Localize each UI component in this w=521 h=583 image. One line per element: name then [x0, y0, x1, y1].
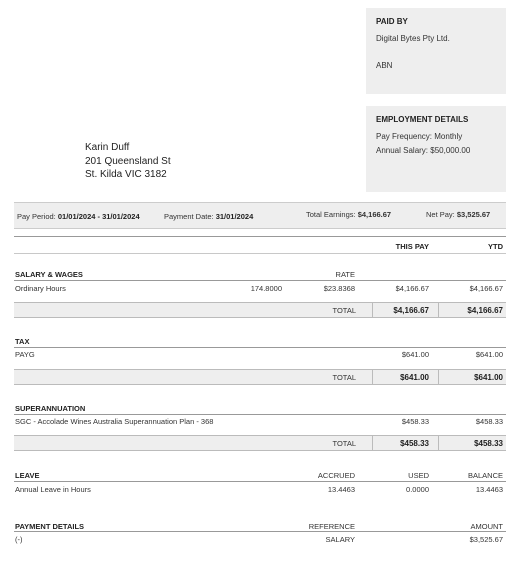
- employee-city: St. Kilda VIC 3182: [85, 169, 167, 180]
- super-this-pay: $458.33: [401, 417, 429, 426]
- salary-this-pay: $4,166.67: [395, 284, 429, 293]
- tax-total-label: TOTAL: [332, 373, 356, 382]
- tax-item: PAYG: [15, 350, 35, 359]
- payment-date: [164, 212, 253, 221]
- super-section-title: SUPERANNUATION: [15, 404, 86, 413]
- tax-ytd: $641.00: [475, 350, 503, 359]
- divider: [14, 236, 506, 237]
- salary-section-title: SALARY & WAGES: [15, 270, 83, 279]
- divider: [14, 347, 506, 348]
- payment-amount: $3,525.67: [469, 535, 503, 544]
- divider: [14, 414, 506, 415]
- pay-frequency: Pay Frequency: Monthly: [376, 132, 463, 141]
- total-earnings-label: Total Earnings:: [306, 210, 356, 219]
- employment-details-title: EMPLOYMENT DETAILS: [376, 115, 469, 124]
- total-earnings: [306, 210, 391, 219]
- payment-date-label: Payment Date:: [164, 212, 214, 221]
- salary-rate: $23.8368: [323, 284, 355, 293]
- salary-hours: 174.8000: [250, 284, 282, 293]
- tax-section-title: TAX: [15, 337, 30, 346]
- divider: [14, 253, 506, 254]
- paid-by-title: PAID BY: [376, 17, 408, 26]
- tax-total-this-pay: $641.00: [400, 373, 429, 382]
- annual-salary: Annual Salary: $50,000.00: [376, 146, 471, 155]
- abn-label: ABN: [376, 61, 393, 70]
- reference-header: REFERENCE: [308, 522, 355, 531]
- super-total-this-pay: $458.33: [400, 439, 429, 448]
- net-pay-value: $3,525.67: [456, 210, 491, 219]
- leave-balance: 13.4463: [475, 485, 503, 494]
- payment-reference: SALARY: [325, 535, 355, 544]
- divider: [14, 481, 506, 482]
- net-pay: [426, 210, 490, 219]
- salary-total-row: [14, 302, 506, 318]
- super-ytd: $458.33: [475, 417, 503, 426]
- leave-accrued: 13.4463: [327, 485, 355, 494]
- used-header: USED: [408, 471, 429, 480]
- payment-date-value: 31/01/2024: [215, 212, 254, 221]
- salary-total-ytd: $4,166.67: [467, 306, 503, 315]
- tax-total-ytd: $641.00: [474, 373, 503, 382]
- leave-used: 0.0000: [406, 485, 429, 494]
- super-total-row: [14, 435, 506, 451]
- payment-section-title: PAYMENT DETAILS: [15, 522, 85, 531]
- employer-name: Digital Bytes Pty Ltd.: [376, 34, 450, 43]
- payment-item: (-): [15, 535, 23, 544]
- super-total-label: TOTAL: [332, 439, 356, 448]
- pay-summary-bar: [14, 202, 506, 229]
- divider: [14, 531, 506, 532]
- pay-period-value: 01/01/2024 - 31/01/2024: [57, 212, 140, 221]
- pay-period: [17, 212, 140, 221]
- salary-item: Ordinary Hours: [15, 284, 66, 293]
- tax-total-row: [14, 369, 506, 385]
- employee-street: 201 Queensland St: [85, 155, 171, 167]
- accrued-header: ACCRUED: [317, 471, 355, 480]
- super-item: SGC - Accolade Wines Australia Superannuation Plan - 368: [15, 417, 214, 426]
- salary-total-label: TOTAL: [332, 306, 356, 315]
- ytd-header: YTD: [488, 242, 503, 251]
- leave-section-title: LEAVE: [15, 471, 40, 480]
- pay-period-label: Pay Period:: [17, 212, 56, 221]
- salary-total-this-pay: $4,166.67: [393, 306, 429, 315]
- divider: [14, 280, 506, 281]
- tax-this-pay: $641.00: [401, 350, 429, 359]
- employee-name: Karin Duff: [85, 142, 130, 153]
- leave-item: Annual Leave in Hours: [15, 485, 91, 494]
- balance-header: BALANCE: [467, 471, 503, 480]
- this-pay-header: THIS PAY: [395, 242, 429, 251]
- rate-header: RATE: [335, 270, 355, 279]
- amount-header: AMOUNT: [470, 522, 503, 531]
- paid-by-panel: [366, 8, 506, 94]
- employment-details-panel: [366, 106, 506, 192]
- salary-ytd: $4,166.67: [469, 284, 503, 293]
- total-earnings-value: $4,166.67: [357, 210, 392, 219]
- employee-address: [85, 141, 171, 182]
- net-pay-label: Net Pay:: [426, 210, 455, 219]
- super-total-ytd: $458.33: [474, 439, 503, 448]
